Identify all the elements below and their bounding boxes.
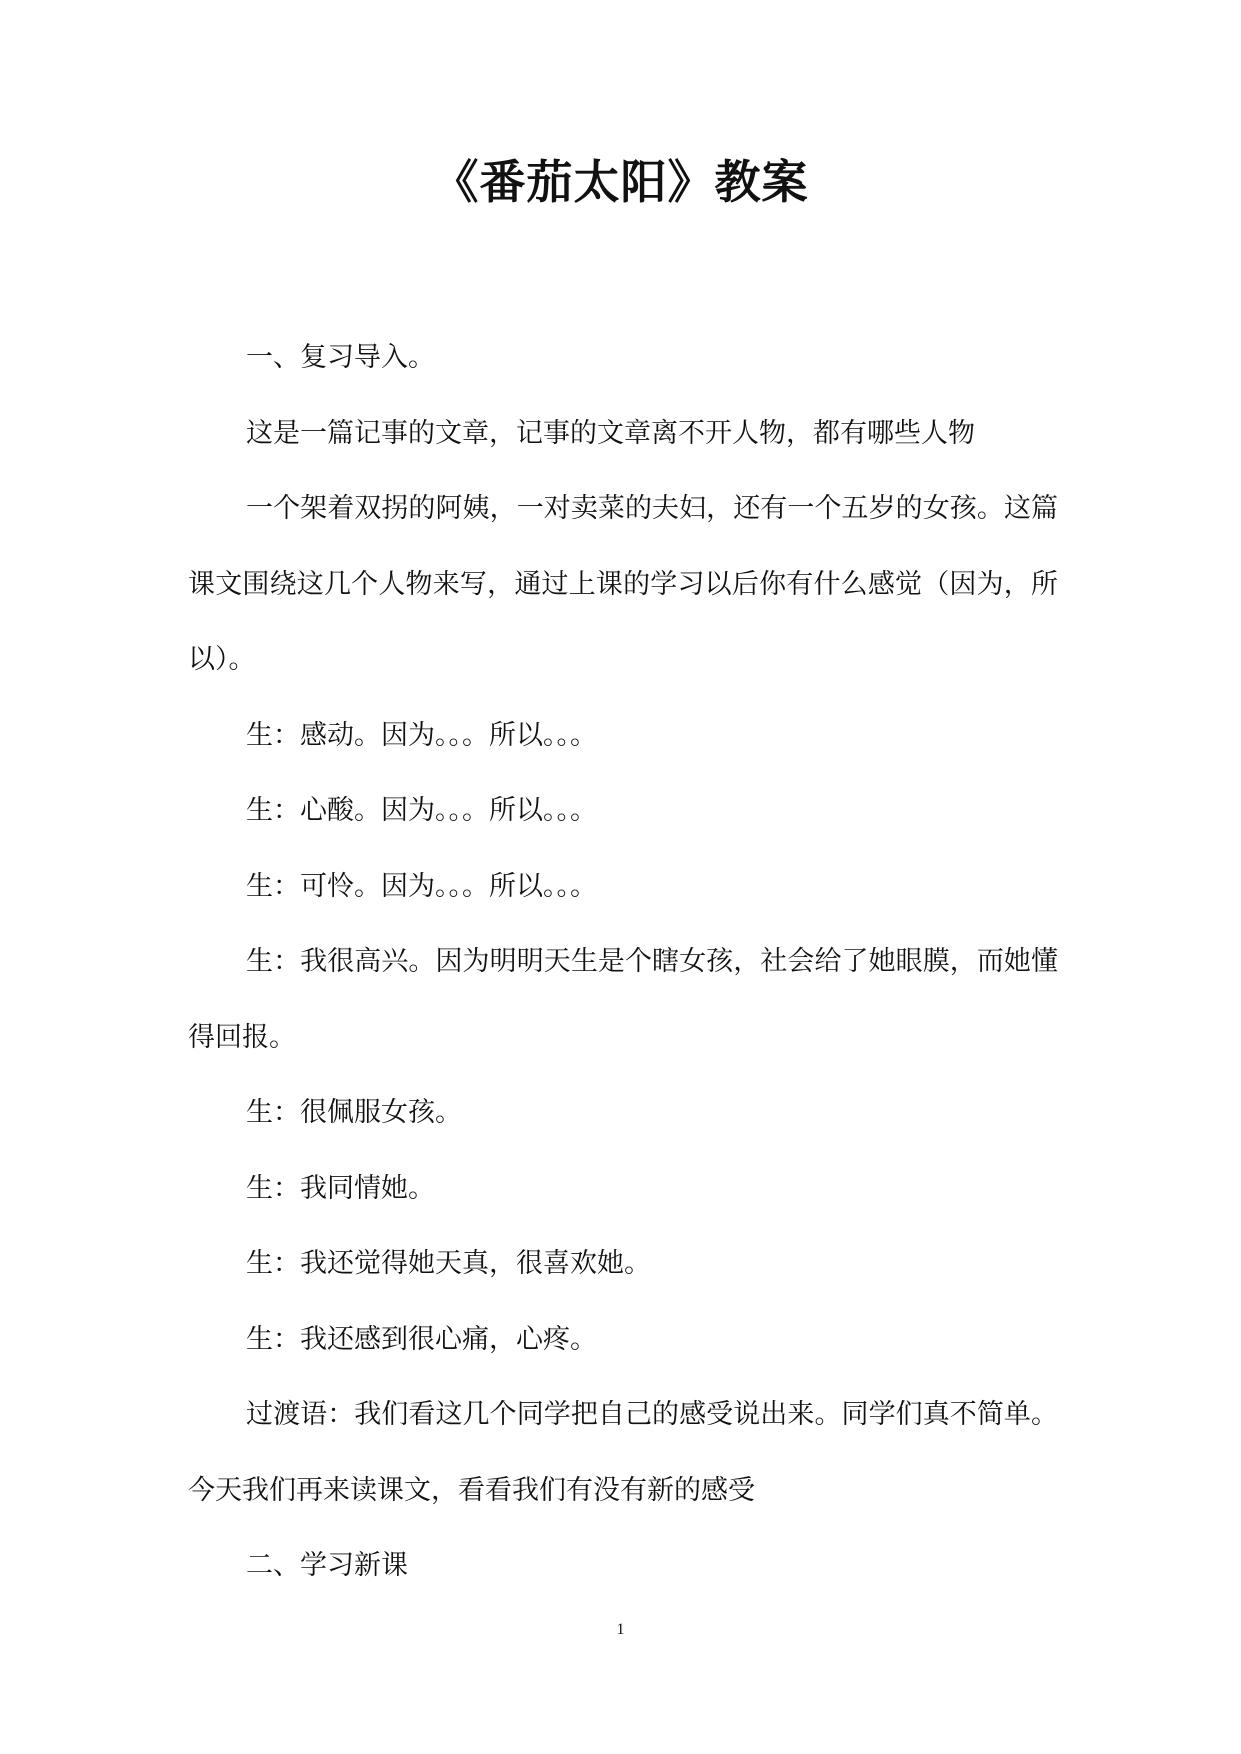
paragraph: 生：我还感到很心痛，心疼。 — [246, 1323, 597, 1355]
document-body — [188, 320, 1058, 1604]
paragraph: 生：很佩服女孩。 — [246, 1097, 462, 1128]
paragraph: 一个架着双拐的阿姨，一对卖菜的夫妇，还有一个五岁的女孩。这篇课文围绕这几个人物来写，通过上课的学习以后你有什么感觉（因为，所以）。 — [188, 493, 1058, 675]
paragraph: 生：我同情她。 — [246, 1172, 435, 1204]
paragraph: 生：我还觉得她天真，很喜欢她。 — [246, 1248, 651, 1279]
paragraph: 过渡语：我们看这几个同学把自己的感受说出来。同学们真不简单。今天我们再来读课文，看看我们有没有新的感受 — [188, 1399, 1058, 1506]
paragraph: 生：可怜。因为。。。所以。。。 — [246, 870, 597, 902]
page-number: 1 — [616, 1621, 625, 1638]
paragraph: 生：感动。因为。。。所以。。。 — [246, 719, 597, 751]
document-title: 《番茄太阳》教案 — [432, 155, 809, 209]
paragraph-new-lesson-heading: 二、学习新课 — [246, 1550, 408, 1581]
paragraph: 生：我很高兴。因为明明天生是个瞎女孩，社会给了她眼膜，而她懂得回报。 — [188, 946, 1058, 1053]
paragraph-review-heading: 一、复习导入。 — [246, 342, 435, 373]
paragraph: 生：心酸。因为。。。所以。。。 — [246, 795, 597, 826]
paragraph: 这是一篇记事的文章，记事的文章离不开人物，都有哪些人物 — [246, 417, 975, 449]
